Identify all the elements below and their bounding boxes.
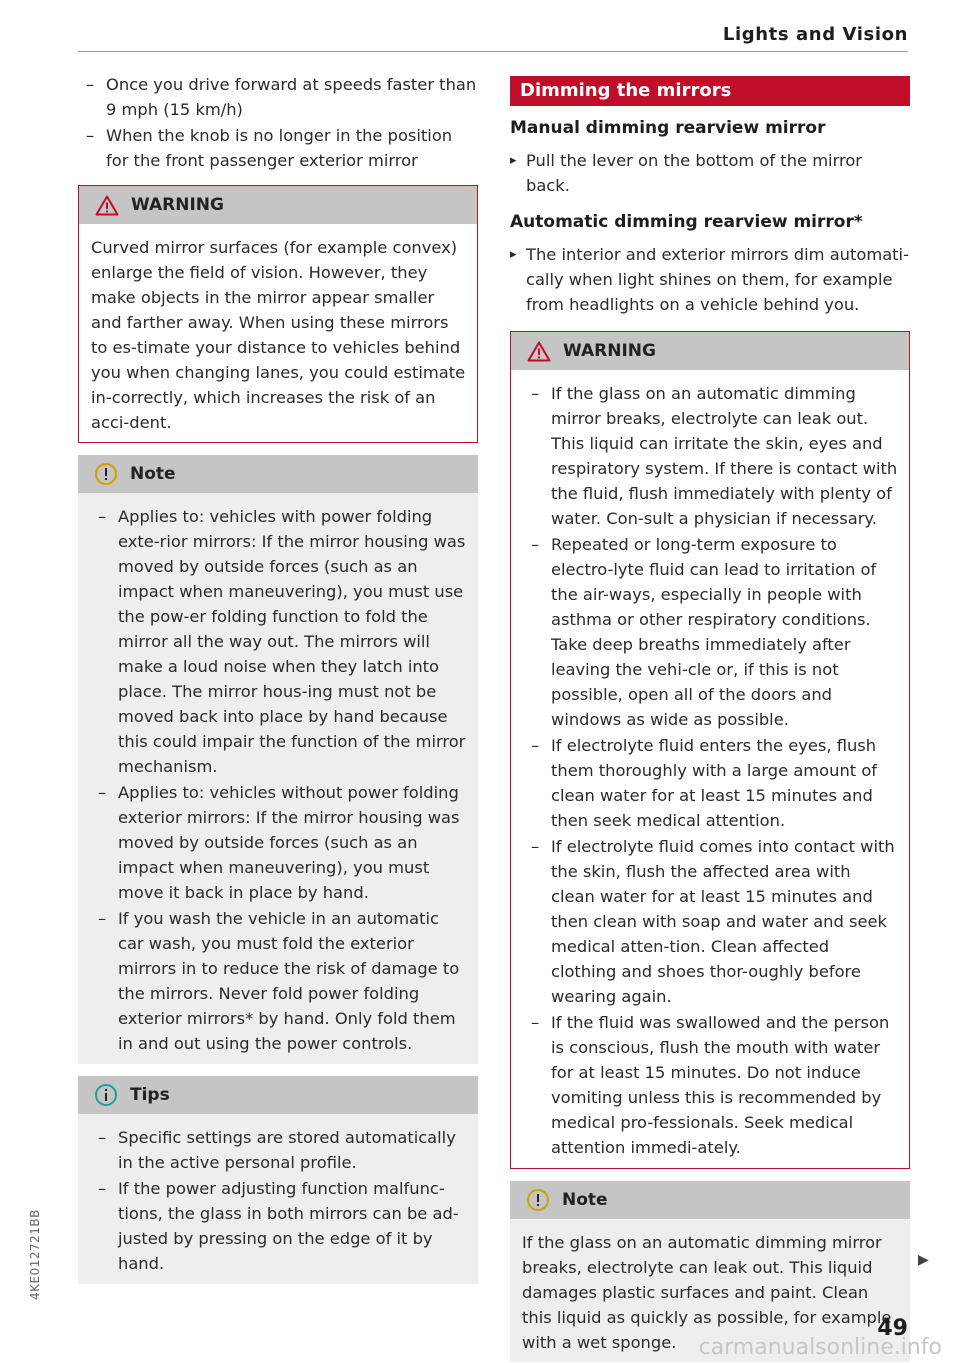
note-box [78,455,478,1064]
document-code: 4KE012721BB [28,1209,42,1300]
tips-header [78,1076,478,1114]
automatic-steps [510,242,910,317]
list-item: – If electrolyte fluid enters the eyes, flush them thoroughly with a large amount of clean water for at least 15 minutes and then seek medical attention. [523,733,899,833]
tips-box [78,1076,478,1284]
warning-header [511,332,909,370]
intro-list [78,72,478,173]
list-item: – If you wash the vehicle in an automatic car wash, you must fold the exterior mirrors in to reduce the risk of damage to the mirrors. Never fold power folding exterior mirrors* by hand. Only fold them in and out using the power controls. [90,906,468,1056]
warning-text: Curved mirror surfaces (for example convex) enlarge the field of vision. However, they make objects in the mirror appear smaller and farther away. When using these mirrors to es-timate your distance to vehicles behind you when changing lanes, you could estimate in-correctly, which increases the risk of an acci-dent. [79,224,477,442]
warning-body [511,370,909,1168]
right-column [510,76,910,1362]
list-item: – If the power adjusting function malfunc-tions, the glass in both mirrors can be ad-justed by pressing on the edge of it by hand. [90,1176,468,1276]
exclamation-circle-icon [94,462,118,486]
warning-title: WARNING [131,195,224,215]
page-number: 49 [877,1316,908,1341]
watermark: carmanualsonline.info [698,1335,942,1360]
note-text: If the glass on an automatic dimming mirror breaks, electrolyte can leak out. This liquid damages plastic surfaces and paint. Clean this liquid as quickly as possible, for example with a wet sponge. [510,1219,910,1362]
note-title: Note [130,464,176,484]
list-item: – Applies to: vehicles without power folding exterior mirrors: If the mirror housing was moved by outside forces (such as an impact when maneuvering), you must move it back in place by hand. [90,780,468,905]
list-item: – Once you drive forward at speeds faster than 9 mph (15 km/h) [78,72,478,122]
list-item: – Repeated or long-term exposure to electro-lyte fluid can lead to irritation of the air-ways, especially in people with asthma or other respiratory conditions. Take deep breaths immediately after leaving the vehi-cle or, if this is not possible, open all of the doors and windows as wide as possible. [523,532,899,732]
list-item: – If the glass on an automatic dimming mirror breaks, electrolyte can leak out. This liquid can irritate the skin, eyes and respiratory system. If there is contact with the fluid, flush immediately with plenty of water. Con-sult a physician if necessary. [523,381,899,531]
running-header: Lights and Vision [722,24,908,45]
step-item: ▸ Pull the lever on the bottom of the mirror back. [510,148,910,198]
info-circle-icon [94,1083,118,1107]
warning-triangle-icon [527,341,551,362]
left-column [78,72,478,1284]
tips-title: Tips [130,1085,170,1105]
note-header [78,455,478,493]
warning-box [78,185,478,443]
note-body [78,493,478,1064]
automatic-heading: Automatic dimming rearview mirror* [510,212,863,232]
tips-body [78,1114,478,1284]
warning-title: WARNING [563,341,656,361]
section-banner: Dimming the mirrors [510,76,910,106]
note-header [510,1181,910,1219]
manual-heading: Manual dimming rearview mirror [510,118,826,138]
header-divider [78,51,908,52]
warning-triangle-icon [95,195,119,216]
manual-steps [510,148,910,198]
exclamation-circle-icon [526,1188,550,1212]
warning-header [79,186,477,224]
list-item: – Specific settings are stored automatically in the active personal profile. [90,1125,468,1175]
warning-box [510,331,910,1169]
list-item: – If electrolyte fluid comes into contact with the skin, flush the affected area with clean water for at least 15 minutes and then clean with soap and water and seek medical atten-tion. Clean affected clothing and shoes thor-oughly before wearing again. [523,834,899,1009]
list-item: – Applies to: vehicles with power folding exte-rior mirrors: If the mirror housing was moved by outside forces (such as an impact when maneuvering), you must use the pow-er folding function to fold the mirror all the way out. The mirrors will make a loud noise when they latch into place. The mirror hous-ing must not be moved back into place by hand because this could impair the function of the mirror mechanism. [90,504,468,779]
list-item: – When the knob is no longer in the position for the front passenger exterior mirror [78,123,478,173]
continue-arrow-icon: ▶ [918,1252,929,1268]
note-title: Note [562,1190,608,1210]
list-item: – If the fluid was swallowed and the person is conscious, flush the mouth with water for at least 15 minutes. Do not induce vomiting unless this is recommended by medical pro-fessionals. Seek medical attention immedi-ately. [523,1010,899,1160]
step-item: ▸ The interior and exterior mirrors dim automati-cally when light shines on them, for example from headlights on a vehicle behind you. [510,242,910,317]
